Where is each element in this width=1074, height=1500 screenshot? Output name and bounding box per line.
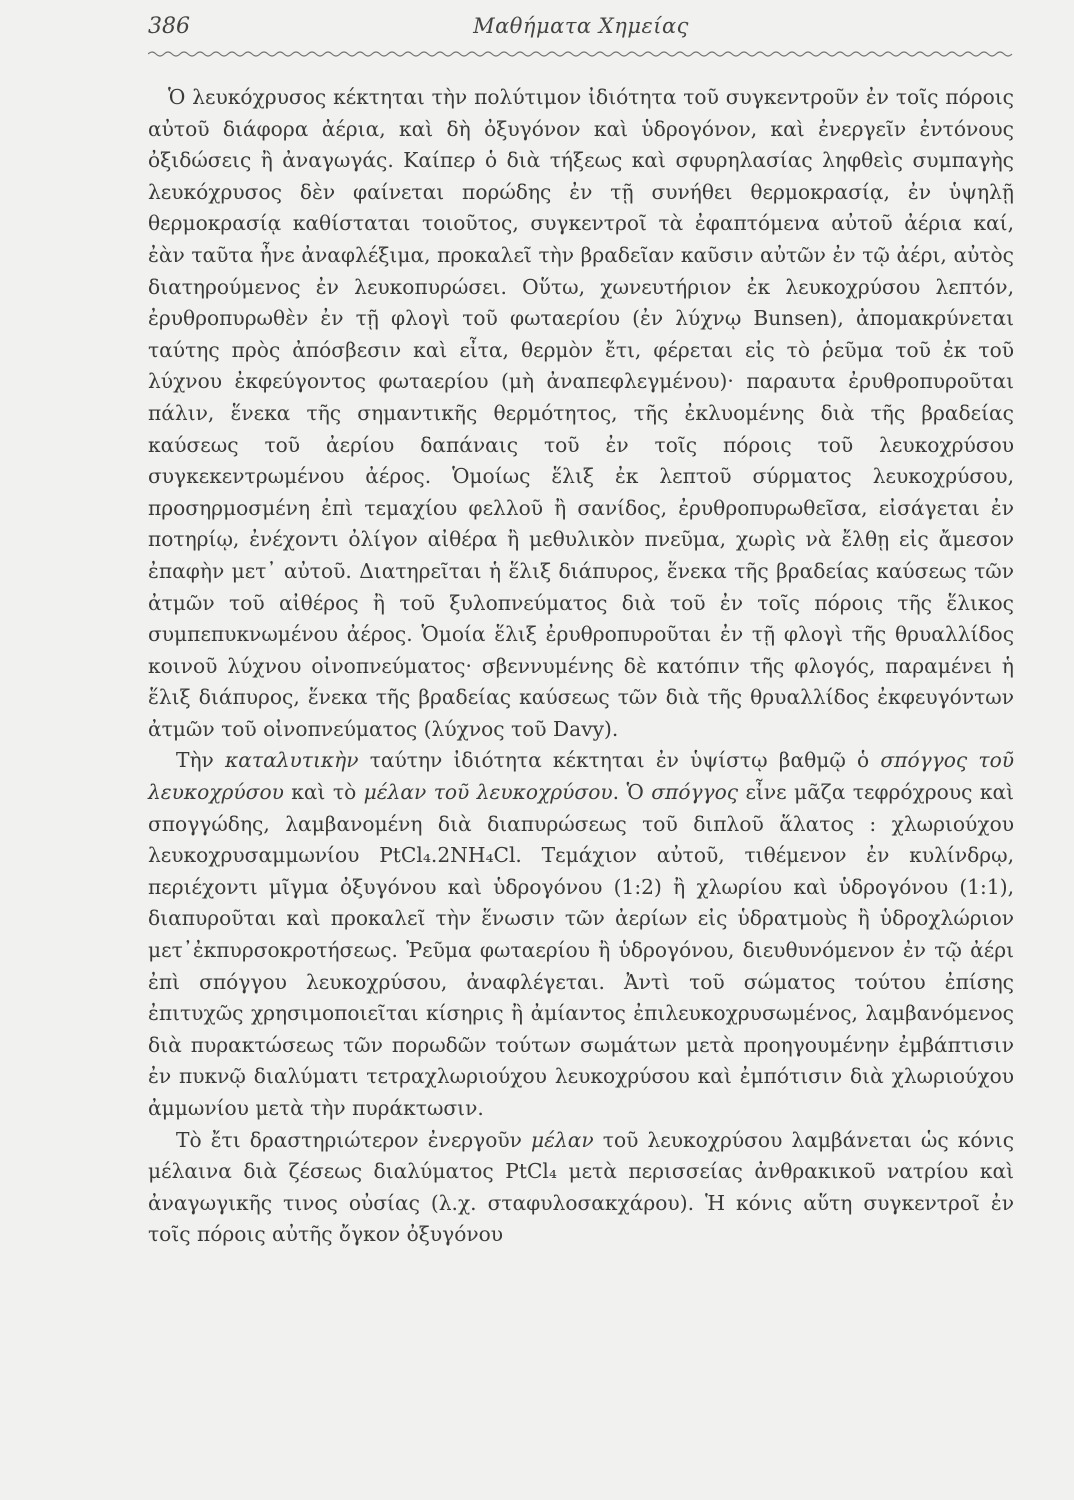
- text-run: εἶνε μᾶζα τεφρόχρους καὶ σπογγώδης, λαμβανομένη διὰ διαπυρώσεως τοῦ διπλοῦ ἅλατος : χλωριούχου λευκοχρυσαμμωνίου PtCl₄.2NH₄Cl. Τεμάχιον αὐτοῦ, τιθέμενον ἐν κυλίνδρῳ, περιέχοντι μῖγμα ὀξυγόνου καὶ ὑδρογόνου (1:2) ἢ χλωρίου καὶ ὑδρογόνου (1:1), διαπυροῦται καὶ προκαλεῖ τὴν ἕνωσιν τῶν ἀερίων εἰς ὑδρατμοὺς ἢ ὑδροχλώριον μετ᾽ἐκπυρσοκροτήσεως. Ῥεῦμα φωταερίου ἢ ὑδρογόνου, διευθυνόμενον ἐν τῷ ἀέρι ἐπὶ σπόγγου λευκοχρύσου, ἀναφλέγεται. Ἀντὶ τοῦ σώματος τούτου ἐπίσης ἐπιτυχῶς χρησιμοποιεῖται κίσηρις ἢ ἀμίαντος ἐπιλευκοχρυσωμένος, λαμβανόμενος διὰ πυρακτώσεως τῶν πορωδῶν τούτων σωμάτων μετὰ προηγουμένην ἐμβάπτισιν ἐν πυκνῷ διαλύματι τετραχλωριούχου λευκοχρύσου καὶ ἐμπότισιν διὰ χλωριούχου ἀμμωνίου μετὰ τὴν πυράκτωσιν.: [148, 780, 1014, 1120]
- running-title: Μαθήματα Χημείας: [473, 14, 689, 38]
- italic-run: σπόγγος: [651, 780, 739, 805]
- paragraph: [148, 1125, 1014, 1251]
- italic-run: μέλαν τοῦ λευκοχρύσου: [363, 780, 613, 805]
- italic-run: σπόγγος τοῦ λευκοχρύσου: [148, 748, 1014, 805]
- body-text: [148, 82, 1014, 1251]
- text-run: Ὁ λευκόχρυσος κέκτηται τὴν πολύτιμον ἰδιότητα τοῦ συγκεντροῦν ἐν τοῖς πόροις αὐτοῦ διάφορα ἀέρια, καὶ δὴ ὀξυγόνον καὶ ὑδρογόνον, καὶ ἐνεργεῖν ἐντόνους ὀξιδώσεις ἢ ἀναγωγάς. Καίπερ ὁ διὰ τήξεως καὶ σφυρηλασίας ληφθεὶς συμπαγὴς λευκόχρυσος δὲν φαίνεται πορώδης ἐν τῇ συνήθει θερμοκρασίᾳ, ἐν ὑψηλῇ θερμοκρασίᾳ καθίσταται τοιοῦτος, συγκεντροῖ τὰ ἐφαπτόμενα αὐτοῦ ἀέρια καί, ἐὰν ταῦτα ἦνε ἀναφλέξιμα, προκαλεῖ τὴν βραδεῖαν καῦσιν αὐτῶν ἐν τῷ ἀέρι, αὐτὸς διατηρούμενος ἐν λευκοπυρώσει. Οὕτω, χωνευτήριον ἐκ λευκοχρύσου λεπτόν, ἐρυθροπυρωθὲν ἐν τῇ φλογὶ τοῦ φωταερίου (ἐν λύχνῳ Bunsen), ἀπομακρύνεται ταύτης πρὸς ἀπόσβεσιν καὶ εἶτα, θερμὸν ἔτι, φέρεται εἰς τὸ ῥεῦμα τοῦ ἐκ τοῦ λύχνου ἐκφεύγοντος φωταερίου (μὴ ἀναπεφλεγμένου)· παραυτα ἐρυθροπυροῦται πάλιν, ἕνεκα τῆς σημαντικῆς θερμότητος, τῆς ἐκλυομένης διὰ τῆς βραδείας καύσεως τοῦ ἀερίου δαπάναις τοῦ ἐν τοῖς πόροις τοῦ λευκοχρύσου συγκεκεντρωμένου ἀέρος. Ὁμοίως ἕλιξ ἐκ λεπτοῦ σύρματος λευκοχρύσου, προσηρμοσμένη ἐπὶ τεμαχίου φελλοῦ ἢ σανίδος, ἐρυθροπυρωθεῖσα, εἰσάγεται ἐν ποτηρίῳ, ἐνέχοντι ὀλίγον αἰθέρα ἢ μεθυλικὸν πνεῦμα, χωρὶς νὰ ἔλθῃ εἰς ἄμεσον ἐπαφὴν μετ᾽ αὐτοῦ. Διατηρεῖται ἡ ἕλιξ διάπυρος, ἕνεκα τῆς βραδείας καύσεως τῶν ἀτμῶν τοῦ αἰθέρος ἢ τοῦ ξυλοπνεύματος διὰ τοῦ ἐν τοῖς πόροις τῆς ἕλικος συμπεπυκνωμένου ἀέρος. Ὁμοία ἕλιξ ἐρυθροπυροῦται ἐν τῇ φλογὶ τῆς θρυαλλίδος κοινοῦ λύχνου οἰνοπνεύματος· σβεννυμένης δὲ κατόπιν τῆς φλογός, παραμένει ἡ ἕλιξ διάπυρος, ἕνεκα τῆς βραδείας καύσεως τῶν διὰ τῆς θρυαλλίδος ἐκφευγόντων ἀτμῶν τοῦ οἰνοπνεύματος (λύχνος τοῦ Davy).: [148, 85, 1014, 741]
- text-run: . Ὁ: [612, 780, 652, 805]
- text-run: ταύτην ἰδιότητα κέκτηται ἐν ὑψίστῳ βαθμῷ ὁ: [358, 748, 881, 773]
- text-run: καὶ τὸ: [283, 780, 364, 805]
- italic-run: καταλυτικὴν: [225, 748, 359, 773]
- wavy-line: [148, 52, 1012, 56]
- header-wavy-rule: [148, 50, 1014, 58]
- text-run: Τὸ ἔτι δραστηριώτερον ἐνεργοῦν: [176, 1127, 532, 1152]
- paragraph: [148, 745, 1014, 1124]
- paragraph: [148, 82, 1014, 745]
- page-header: [148, 14, 1014, 48]
- text-run: Τὴν: [176, 748, 226, 773]
- italic-run: μέλαν: [531, 1127, 594, 1152]
- page-number: 386: [148, 14, 190, 39]
- text-run: τοῦ λευκοχρύσου λαμβάνεται ὡς κόνις μέλαινα διὰ ζέσεως διαλύματος PtCl₄ μετὰ περισσείας ἀνθρακικοῦ νατρίου καὶ ἀναγωγικῆς τινος οὐσίας (λ.χ. σταφυλοσακχάρου). Ἡ κόνις αὕτη συγκεντροῖ ἐν τοῖς πόροις αὐτῆς ὄγκον ὀξυγόνου: [148, 1127, 1014, 1247]
